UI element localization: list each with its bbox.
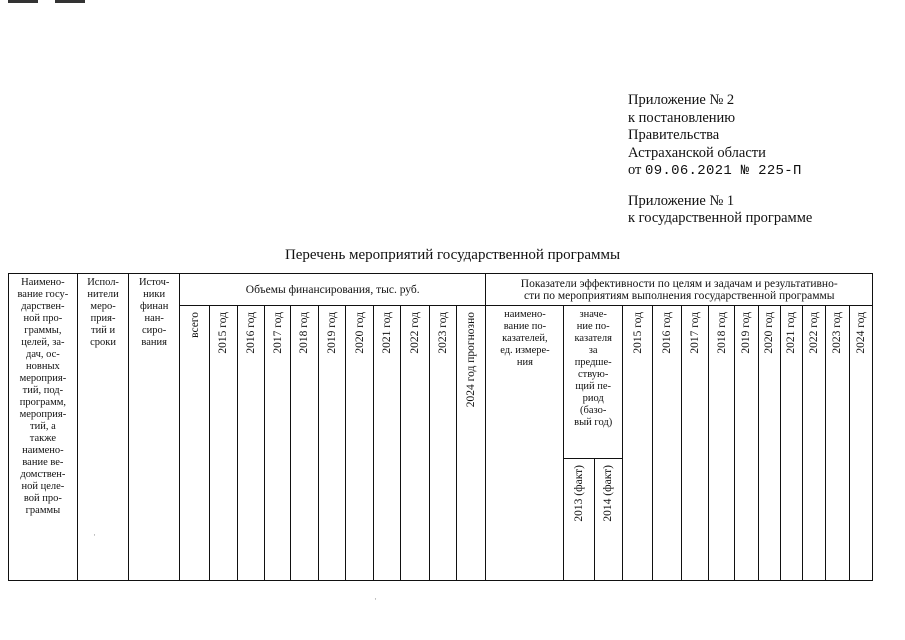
- appendix-line: Приложение № 1: [628, 192, 735, 209]
- appendix-line: к постановлению: [628, 109, 736, 126]
- column-label: 2013 (факт): [573, 465, 586, 522]
- scan-artifact: [55, 0, 85, 3]
- column-label: 2019 год: [325, 312, 338, 354]
- header-program-name: [9, 274, 78, 581]
- column-label: 2015 год: [631, 312, 644, 354]
- header-indicators: [486, 274, 873, 306]
- base-year-header: [564, 459, 594, 581]
- column-label: 2017 год: [688, 312, 701, 354]
- header-executors: [77, 274, 129, 581]
- column-label: 2018 год: [715, 312, 728, 354]
- scan-speck: ·: [93, 530, 96, 540]
- funding-col-header: [318, 306, 345, 581]
- column-label: 2024 год прогнозно: [465, 312, 478, 408]
- indicator-year-header: [758, 306, 780, 581]
- column-label: 2021 год: [785, 312, 798, 354]
- scan-artifact: [8, 0, 38, 3]
- column-label: 2020 год: [353, 312, 366, 354]
- appendix-block: [628, 92, 812, 228]
- date-prefix: от: [628, 162, 642, 178]
- column-label: всего: [188, 312, 201, 338]
- column-label: 2024 год: [854, 312, 867, 354]
- funding-col-header: [401, 306, 429, 581]
- header-sources-text: Источ- ники финан нан- сиро- вания: [138, 277, 170, 348]
- indicator-year-header: [681, 306, 708, 581]
- appendix-line: Правительства: [628, 127, 720, 143]
- header-executors-text: Испол- нители меро- прия- тий и сроки: [87, 277, 119, 348]
- header-base-value-text: значе- ние по- казателя за предше- ствую- щий пе- риод (базо- вый год): [574, 309, 613, 428]
- indicator-year-header: [708, 306, 734, 581]
- appendix-line: Астраханской области: [628, 144, 766, 161]
- header-base-value: [564, 306, 623, 459]
- header-indicators-text: Показатели эффективности по целям и задачам и результативно- сти по мероприятиям выполнения государственной программы: [520, 277, 838, 302]
- indicator-year-header: [826, 306, 849, 581]
- header-indicator-name-text: наимено- вание по- казателей, ед. измере- ния: [500, 309, 550, 368]
- funding-col-header: [179, 306, 209, 581]
- column-label: 2018 год: [298, 312, 311, 354]
- column-label: 2020 год: [763, 312, 776, 354]
- column-label: 2016 год: [661, 312, 674, 354]
- base-year-header: [594, 459, 622, 581]
- column-label: 2022 год: [808, 312, 821, 354]
- header-program-name-text: Наимено- вание госу- дарствен- ной про- граммы, целей, за- дач, ос- новных мероприя- тий, под- программ, мероприя- тий, а также наимено- вание ве- домствен- ной целе- вой про- граммы: [17, 277, 69, 516]
- funding-col-header: [429, 306, 456, 581]
- funding-col-header: [264, 306, 290, 581]
- indicator-year-header: [623, 306, 653, 581]
- funding-col-header: [345, 306, 373, 581]
- column-label: 2019 год: [740, 312, 753, 354]
- date-number: 09.06.2021 № 225-П: [645, 163, 802, 179]
- indicator-year-header: [780, 306, 802, 581]
- header-indicator-name: [486, 306, 564, 581]
- appendix-line: к государственной программе: [628, 210, 813, 226]
- scan-speck: ·: [374, 594, 377, 604]
- indicator-year-header: [849, 306, 872, 581]
- funding-col-header: [210, 306, 237, 581]
- column-label: 2017 год: [271, 312, 284, 354]
- indicator-year-header: [735, 306, 758, 581]
- column-label: 2022 год: [409, 312, 422, 354]
- column-label: 2021 год: [381, 312, 394, 354]
- appendix-line: Приложение № 2: [628, 92, 735, 108]
- funding-col-header: [291, 306, 318, 581]
- column-label: 2014 (факт): [602, 465, 615, 522]
- funding-col-header: [457, 306, 486, 581]
- header-funding-text: Объемы финансирования, тыс. руб.: [245, 283, 420, 296]
- indicator-year-header: [803, 306, 826, 581]
- column-label: 2016 год: [244, 312, 257, 354]
- column-label: 2015 год: [217, 312, 230, 354]
- funding-col-header: [374, 306, 401, 581]
- programs-table: [8, 273, 873, 581]
- column-label: 2023 год: [436, 312, 449, 354]
- header-funding: [179, 274, 486, 306]
- document-title: Перечень мероприятий государственной программы: [284, 247, 621, 263]
- column-label: 2023 год: [831, 312, 844, 354]
- appendix-date-line: [628, 162, 812, 181]
- indicator-year-header: [653, 306, 681, 581]
- funding-col-header: [237, 306, 264, 581]
- header-sources: [129, 274, 180, 581]
